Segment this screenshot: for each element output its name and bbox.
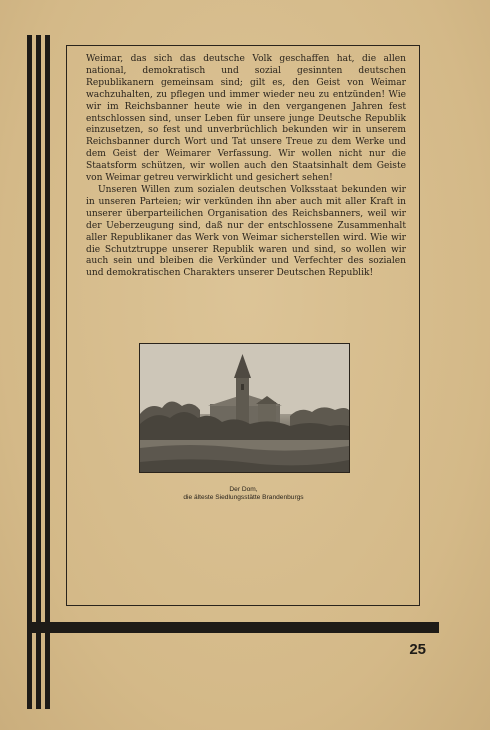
cathedral-photo-drawing bbox=[140, 344, 349, 472]
caption-line-1: Der Dom, bbox=[229, 486, 258, 493]
decorative-vertical-stripe bbox=[27, 35, 32, 709]
paragraph-1: Weimar, das sich das deutsche Volk geschaffen hat, die allen national, demokratisch und sozial gesinnten deutschen Republikanern gemeinsam sind; gilt es, den Geist von Weimar wachzuhalten, zu pflegen und immer wieder neu zu entzünden! Wie wir im Reichsbanner heute wie in den vergangenen Jahren fest entschlossen sind, unser Leben für unsere junge Deutsche Republik einzusetzen, so fest und unverbrüchlich bekunden wir in unserem Reichsbanner durch Wort und Tat unsere Treue zu dem Werke und dem Geist der Weimarer Verfassung. Wir wollen nicht nur die Staatsform schützen, wir wollen auch den Staatsinhalt dem Geiste von Weimar getreu verwirklicht und gesichert sehen! bbox=[86, 54, 406, 184]
decorative-vertical-stripe bbox=[45, 35, 50, 709]
cathedral-photo bbox=[139, 343, 350, 473]
body-text bbox=[86, 54, 406, 280]
decorative-horizontal-bar bbox=[27, 622, 439, 633]
paragraph-2: Unseren Willen zum sozialen deutschen Volksstaat bekunden wir in unseren Parteien; wir verkünden ihn aber auch mit aller Kraft in unserer überparteilichen Organisation des Reichsbanners, weil wir der Ueberzeugung sind, daß nur der entschlossene Zusammenhalt aller Republikaner das Werk von Weimar sicherstellen wird. Wie wir die Schutztruppe unserer Republik waren und sind, so wollen wir auch sein und bleiben die Verkünder und Verfechter des sozialen und demokratischen Charakters unserer Deutschen Republik! bbox=[86, 184, 406, 279]
decorative-vertical-stripe bbox=[36, 35, 41, 709]
page-number: 25 bbox=[409, 641, 426, 658]
caption-line-2: die älteste Siedlungsstätte Brandenburgs bbox=[183, 494, 304, 502]
photo-caption bbox=[139, 486, 348, 503]
